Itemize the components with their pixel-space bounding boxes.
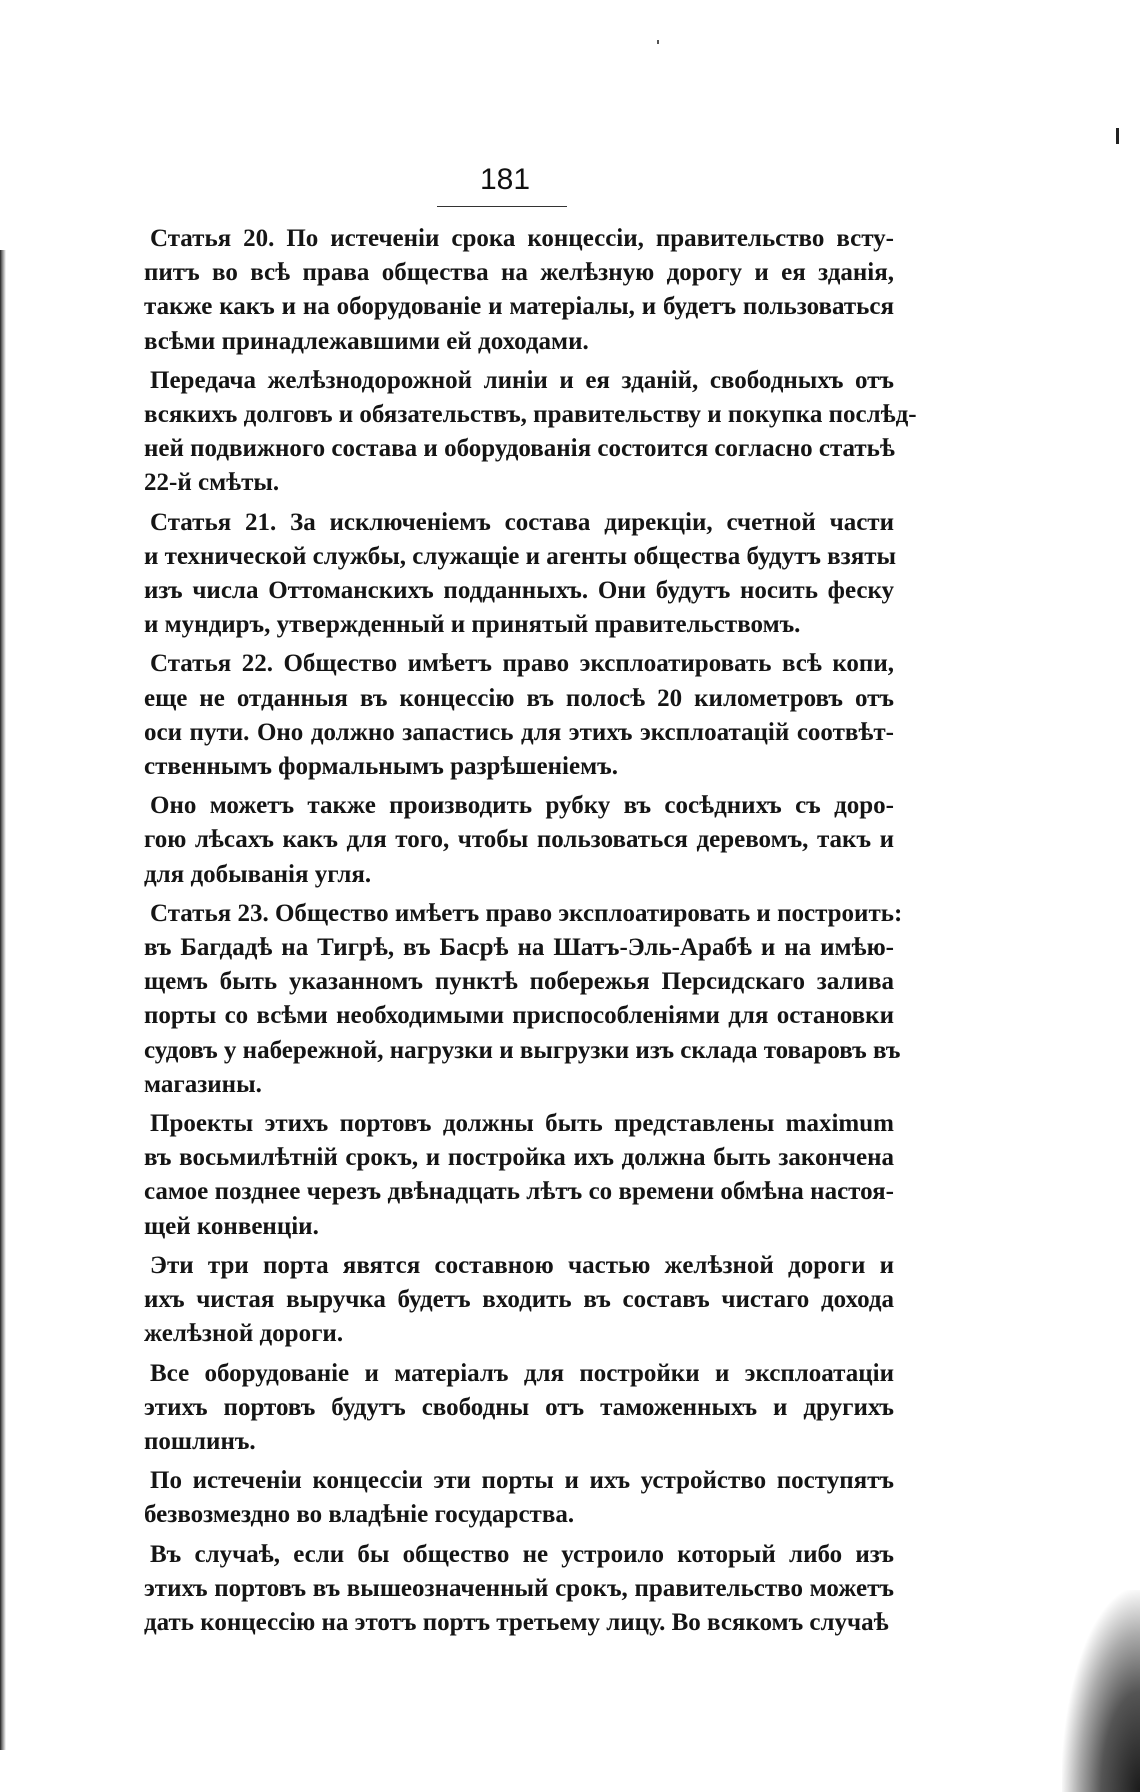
text-line: порты со всѣми необходимыми приспособленіями для остановки (144, 1002, 894, 1030)
binding-edge-shadow (0, 250, 6, 1750)
text-line: оси пути. Оно должно запастись для этихъ эксплоатацій соотвѣт- (144, 718, 894, 746)
paragraph (144, 647, 894, 784)
text-line: также какъ и на оборудованіе и матеріалы, и будетъ пользоваться (144, 293, 894, 321)
scan-speck (657, 40, 659, 44)
text-line: всѣми принадлежавшими ей доходами. (144, 327, 589, 355)
text-line: Статья 21. За исключеніемъ состава дирекціи, счетной части (150, 508, 894, 536)
text-line: безвозмездно во владѣніе государства. (144, 1501, 575, 1529)
text-line: и технической службы, служащіе и агенты общества будутъ взяты (144, 542, 897, 570)
text-line: Статья 23. Общество имѣетъ право эксплоатировать и построить: (150, 899, 903, 927)
text-line: въ восьмилѣтній срокъ, и постройка ихъ должна быть закончена (144, 1144, 894, 1172)
text-line: гою лѣсахъ какъ для того, чтобы пользоваться деревомъ, такъ и (144, 826, 894, 854)
edge-mark (1116, 128, 1119, 144)
paragraph (144, 1464, 894, 1532)
paragraph (144, 1107, 894, 1244)
text-line: дать концессію на этотъ портъ третьему лицу. Во всякомъ случаѣ (144, 1608, 889, 1636)
text-line: ственнымъ формальнымъ разрѣшеніемъ. (144, 753, 618, 781)
text-line: магазины. (144, 1070, 262, 1098)
paragraph (144, 1538, 894, 1641)
text-line: еще не отданныя въ концессію въ полосѣ 20 километровъ отъ (144, 684, 894, 712)
text-line: 22-й смѣты. (144, 469, 280, 497)
text-line: питъ во всѣ права общества на желѣзную дорогу и ея зданія, (144, 259, 894, 287)
paragraph (144, 789, 894, 892)
text-line: пошлинъ. (144, 1427, 256, 1455)
text-line: Эти три порта явятся составною частью желѣзной дороги и (150, 1251, 894, 1279)
text-line: ихъ чистая выручка будетъ входить въ составъ чистаго дохода (144, 1286, 894, 1314)
text-line: для добыванія угля. (144, 860, 372, 888)
paragraph (144, 1249, 894, 1352)
text-line: въ Багдадѣ на Тигрѣ, въ Басрѣ на Шатъ-Эль-Арабѣ и на имѣю- (144, 934, 894, 962)
paragraph (144, 1357, 894, 1460)
text-line: Передача желѣзнодорожной линіи и ея зданій, свободныхъ отъ (150, 366, 894, 394)
text-line: желѣзной дороги. (144, 1320, 344, 1348)
text-line: изъ числа Оттоманскихъ подданныхъ. Они будутъ носить феску (144, 577, 894, 605)
text-line: Проекты этихъ портовъ должны быть представлены maximum (150, 1110, 894, 1138)
text-line: всякихъ долговъ и обязательствъ, правительству и покупка послѣд- (144, 401, 917, 429)
text-line: Оно можетъ также производить рубку въ сосѣднихъ съ доро- (150, 792, 894, 820)
text-line: Статья 20. По истеченіи срока концессіи, правительство всту- (150, 225, 894, 252)
body-text (144, 222, 917, 1645)
text-line: и мундиръ, утвержденный и принятый правительствомъ. (144, 611, 801, 639)
paragraph (144, 506, 897, 643)
paragraph (144, 222, 894, 359)
text-line: По истеченіи концессіи эти порты и ихъ устройство поступятъ (150, 1467, 894, 1495)
paragraph (144, 364, 917, 501)
text-line: щемъ быть указанномъ пунктѣ побережья Персидскаго залива (144, 968, 894, 996)
text-line: Все оборудованіе и матеріалъ для постройки и эксплоатаціи (150, 1359, 894, 1387)
text-line: судовъ у набережной, нагрузки и выгрузки изъ склада товаровъ въ (144, 1036, 901, 1064)
text-line: Въ случаѣ, если бы общество не устроило который либо изъ (150, 1540, 894, 1568)
text-line: ней подвижного состава и оборудованія состоится согласно статьѣ (144, 435, 895, 463)
text-line: этихъ портовъ въ вышеозначенный срокъ, правительство можетъ (144, 1574, 894, 1602)
page-corner-shadow (1062, 1590, 1140, 1792)
text-line: щей конвенціи. (144, 1212, 319, 1240)
header-rule (437, 206, 567, 207)
paragraph (144, 897, 903, 1102)
page-number: 181 (479, 163, 531, 196)
text-line: самое позднее черезъ двѣнадцать лѣтъ со времени обмѣна настоя- (144, 1178, 894, 1206)
text-line: этихъ портовъ будутъ свободны отъ таможенныхъ и другихъ (144, 1393, 894, 1421)
text-line: Статья 22. Общество имѣетъ право эксплоатировать всѣ копи, (150, 650, 894, 678)
